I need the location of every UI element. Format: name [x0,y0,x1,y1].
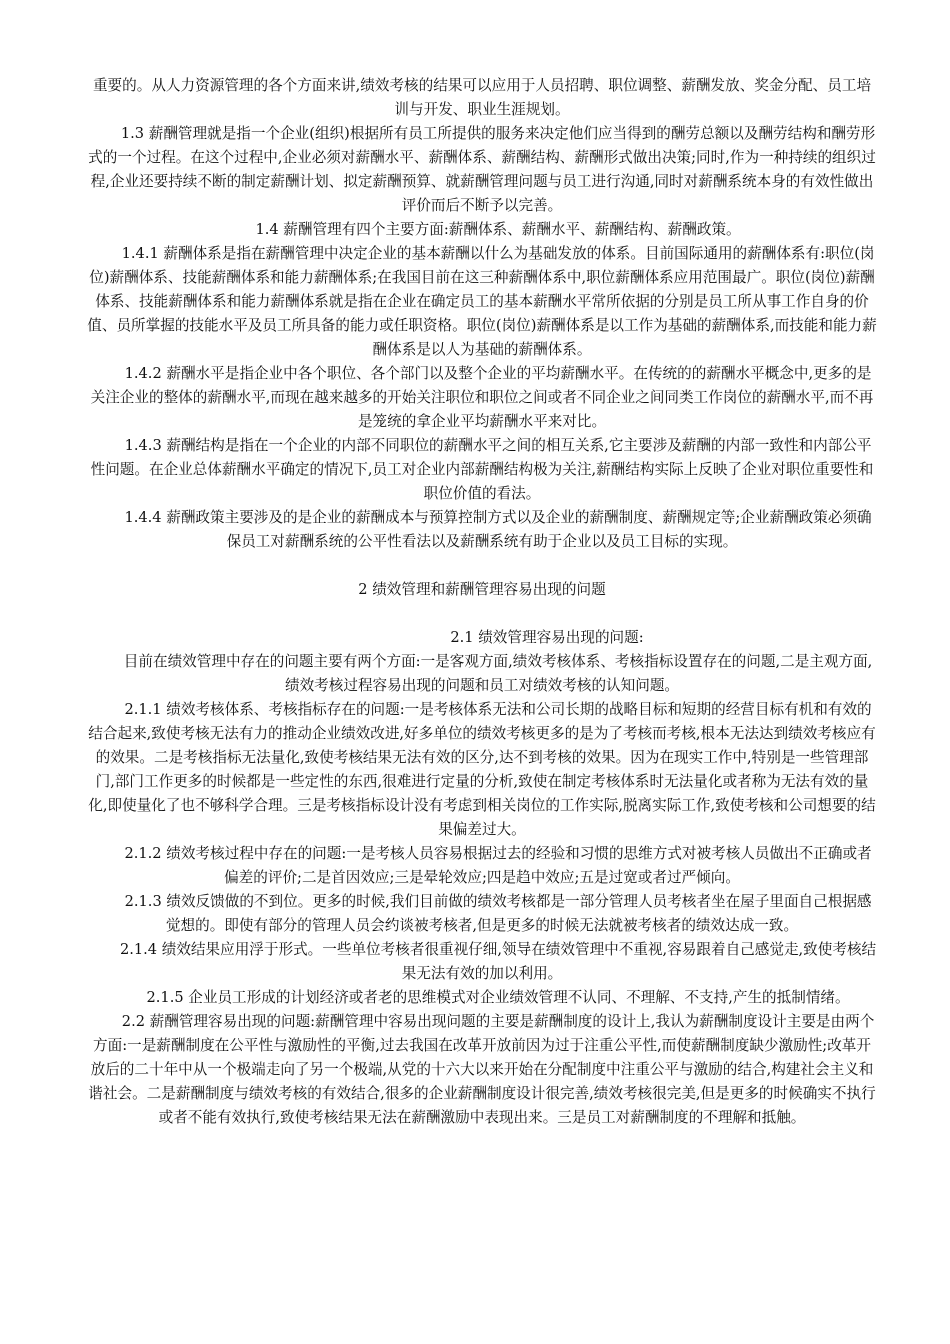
paragraph-2-1-5-employee-mindset: 2.1.5 企业员工形成的计划经济或者老的思维模式对企业绩效管理不认同、不理解、不支持,产生的抵制情绪。 [146,989,850,1006]
paragraph-2-1-2-appraisal-process-issues: 2.1.2 绩效考核过程中存在的问题:一是考核人员容易根据过去的经验和习惯的思维方式对被考核人员做出不正确或者偏差的评价;二是首因效应;三是晕轮效应;四是趋中效应;五是过宽或者过严倾向。 [124,845,872,886]
paragraph-performance-appraisal-uses: 重要的。从人力资源管理的各个方面来讲,绩效考核的结果可以应用于人员招聘、职位调整、薪酬发放、奖金分配、员工培训与开发、职业生涯规划。 [92,77,872,118]
subsection-heading-2-1: 2.1 绩效管理容易出现的问题: [450,629,644,646]
paragraph-1-3-compensation-management: 1.3 薪酬管理就是指一个企业(组织)根据所有员工所提供的服务来决定他们应当得到的酬劳总额以及酬劳结构和酬劳形式的一个过程。在这个过程中,企业必须对薪酬水平、薪酬体系、薪酬结构、薪酬形式做出决策;同时,作为一种持续的组织过程,企业还要持续不断的制定薪酬计划、拟定薪酬预算、就薪酬管理问题与员工进行沟通,同时对薪酬系统本身的有效性做出评价而后不断予以完善。 [88,125,876,214]
spacer [86,554,878,578]
spacer [86,602,878,626]
paragraph-1-4-4-compensation-policy: 1.4.4 薪酬政策主要涉及的是企业的薪酬成本与预算控制方式以及企业的薪酬制度、薪酬规定等;企业薪酬政策必须确保员工对薪酬系统的公平性看法以及薪酬系统有助于企业以及员工目标的实现。 [124,509,872,550]
paragraph-2-2-compensation-problems: 2.2 薪酬管理容易出现的问题:薪酬管理中容易出现问题的主要是薪酬制度的设计上,我认为薪酬制度设计主要是由两个方面:一是薪酬制度在公平性与激励性的平衡,过去我国在改革开放前因为过于注重公平性,而使薪酬制度缺少激励性;改革开放后的二十年中从一个极端走向了另一个极端,从党的十六大以来开始在分配制度中注重公平与激励的结合,构建社会主义和谐社会。二是薪酬制度与绩效考核的有效结合,很多的企业薪酬制度设计很完善,绩效考核很完美,但是更多的时候确实不执行或者不能有效执行,致使考核结果无法在薪酬激励中表现出来。三是员工对薪酬制度的不理解和抵触。 [88,1013,876,1126]
paragraph-2-1-4-results-application: 2.1.4 绩效结果应用浮于形式。一些单位考核者很重视仔细,领导在绩效管理中不重视,容易跟着自己感觉走,致使考核结果无法有效的加以利用。 [119,941,877,982]
paragraph-2-1-1-appraisal-system-issues: 2.1.1 绩效考核体系、考核指标存在的问题:一是考核体系无法和公司长期的战略目标和短期的经营目标有机和有效的 结合起来,致使考核无法有力的推动企业绩效改进,好多单位的绩效考核更多的是为了考核而考核,根本无法达到绩效考核应有的效果。二是考核指标无法量化,致使考核结果无法有效的区分,达不到考核的效果。因为在现实工作中,特别是一些管理部门,部门工作更多的时候都是一些定性的东西,很难进行定量的分析,致使在制定考核体系时无法量化或者称为无法有效的量化,即使量化了也不够科学合理。三是考核指标设计没有考虑到相关岗位的工作实际,脱离实际工作,致使考核和公司想要的结果偏差过大。 [88,701,876,838]
paragraph-2-1-3-feedback: 2.1.3 绩效反馈做的不到位。更多的时候,我们目前做的绩效考核都是一部分管理人员考核者坐在屋子里面自己根据感觉想的。即使有部分的管理人员会约谈被考核者,但是更多的时候无法就被考核者的绩效达成一致。 [124,893,872,934]
section-heading-2: 2 绩效管理和薪酬管理容易出现的问题 [358,581,606,598]
paragraph-1-4-four-aspects: 1.4 薪酬管理有四个主要方面:薪酬体系、薪酬水平、薪酬结构、薪酬政策。 [255,221,741,238]
paragraph-1-4-2-compensation-level: 1.4.2 薪酬水平是指企业中各个职位、各个部门以及整个企业的平均薪酬水平。在传统的的薪酬水平概念中,更多的是关注企业的整体的薪酬水平,而现在越来越多的开始关注职位和职位之间或者不同企业之间同类工作岗位的薪酬水平,而不再是笼统的拿企业平均薪酬水平来对比。 [90,365,874,430]
paragraph-1-4-3-compensation-structure: 1.4.3 薪酬结构是指在一个企业的内部不同职位的薪酬水平之间的相互关系,它主要涉及薪酬的内部一致性和内部公平性问题。在企业总体薪酬水平确定的情况下,员工对企业内部薪酬结构极为关注,薪酬结构实际上反映了企业对职位重要性和职位价值的看法。 [90,437,874,502]
paragraph-1-4-1-compensation-system: 1.4.1 薪酬体系是指在薪酬管理中决定企业的基本薪酬以什么为基础发放的体系。目前国际通用的薪酬体系有:职位(岗位)薪酬体系、技能薪酬体系和能力薪酬体系;在我国目前在这三种薪酬体系中,职位薪酬体系应用范围最广。职位(岗位)薪酬体系、技能薪酬体系和能力薪酬体系就是指在企业在确定员工的基本薪酬水平常所依据的分别是员工所从事工作自身的价值、员所掌握的技能水平及员工所具备的能力或任职资格。职位(岗位)薪酬体系是以工作为基础的薪酬体系,而技能和能力薪酬体系是以人为基础的薪酬体系。 [87,245,877,358]
paragraph-performance-problems-intro: 目前在绩效管理中存在的问题主要有两个方面:一是客观方面,绩效考核体系、考核指标设置存在的问题,二是主观方面,绩效考核过程容易出现的问题和员工对绩效考核的认知问题。 [123,653,873,694]
